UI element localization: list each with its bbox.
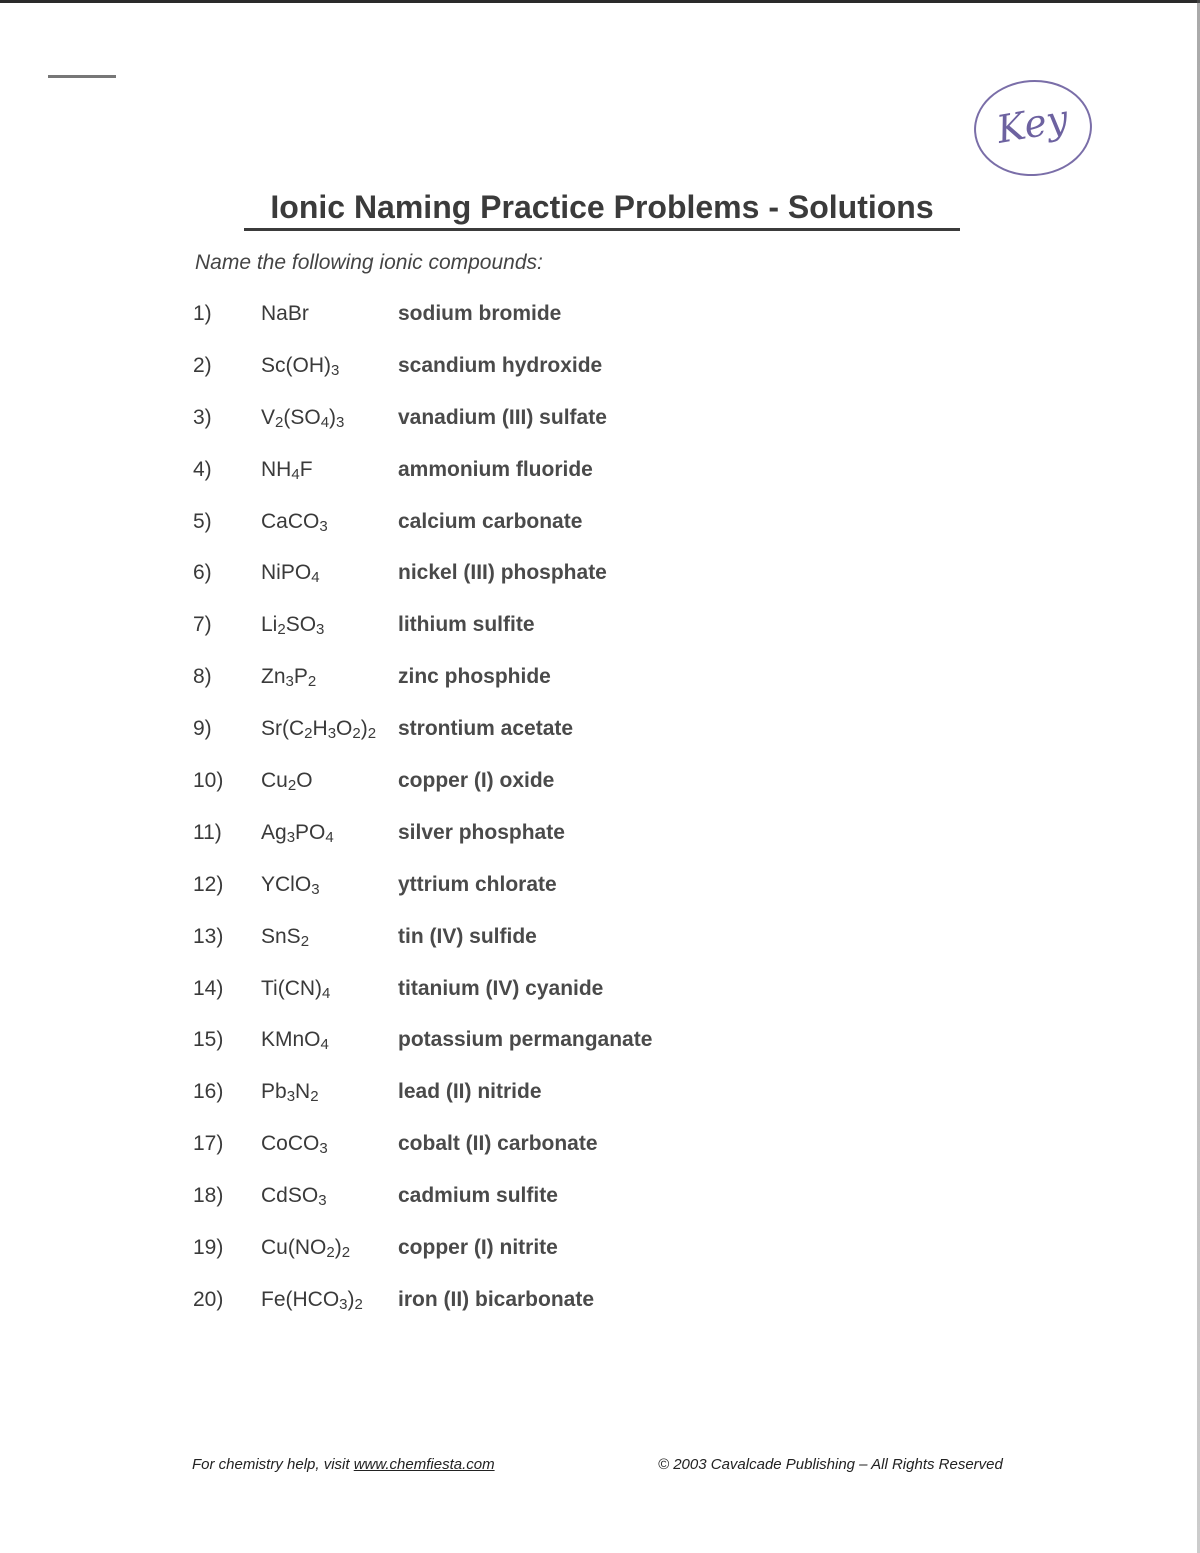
formula-subscript: 2 (354, 1295, 363, 1313)
formula-subscript: 3 (286, 828, 296, 846)
problem-answer: strontium acetate (398, 717, 574, 741)
formula-subscript: 3 (319, 1140, 328, 1158)
formula-subscript: 2 (326, 1244, 335, 1262)
problem-row (193, 815, 753, 867)
problem-number: 20) (193, 1287, 224, 1311)
formula-subscript: 2 (300, 932, 310, 950)
formula-text: NaBr (261, 302, 309, 325)
formula-subscript: 3 (331, 361, 340, 379)
problem-row (193, 504, 753, 556)
problem-row (193, 607, 753, 659)
formula-subscript: 4 (291, 465, 300, 483)
formula-text: Ti(CN) (261, 976, 323, 1000)
formula-text: N (295, 1080, 311, 1104)
problem-answer: calcium carbonate (398, 509, 583, 533)
problem-answer: copper (I) oxide (398, 769, 555, 793)
problem-number: 8) (193, 665, 212, 689)
problem-number: 18) (193, 1184, 224, 1208)
formula-subscript: 4 (320, 413, 330, 431)
problem-row (193, 348, 753, 400)
problem-answer: ammonium fluoride (398, 457, 593, 481)
problem-answer: cobalt (II) carbonate (398, 1132, 598, 1156)
problem-answer: silver phosphate (398, 820, 565, 844)
formula-subscript: 3 (319, 517, 328, 535)
worksheet-instructions: Name the following ionic compounds: (195, 251, 543, 274)
worksheet-title: Ionic Naming Practice Problems - Solutions (244, 186, 960, 231)
problem-formula (261, 919, 309, 955)
formula-text: YClO (261, 872, 312, 896)
formula-subscript: 3 (285, 673, 294, 691)
formula-text: Fe(HCO (261, 1287, 340, 1311)
formula-text: Zn (261, 665, 286, 689)
formula-text: CdSO (261, 1184, 319, 1208)
formula-text: Cu (261, 769, 288, 793)
problem-formula (261, 711, 376, 747)
problem-row (193, 1074, 753, 1126)
formula-text: F (299, 457, 313, 481)
problem-formula (261, 348, 339, 384)
formula-text: SnS (261, 924, 301, 948)
problem-formula (261, 1126, 328, 1162)
problem-row (193, 1230, 753, 1282)
problem-formula (261, 1178, 327, 1214)
problem-answer: sodium bromide (398, 302, 562, 325)
problem-formula (261, 452, 313, 488)
problem-formula (261, 504, 328, 540)
problem-row (193, 659, 753, 711)
problem-answer: zinc phosphide (398, 665, 551, 689)
formula-text: CaCO (261, 509, 320, 533)
formula-text: SO (285, 613, 317, 637)
problem-row (193, 867, 753, 919)
footer-help (192, 1456, 495, 1473)
problem-row (193, 296, 753, 348)
problem-row (193, 1282, 753, 1334)
formula-subscript: 3 (316, 621, 325, 639)
scan-edge-top (0, 0, 1200, 3)
problem-row (193, 452, 753, 504)
problem-number: 1) (193, 302, 212, 325)
problem-number: 4) (193, 457, 212, 481)
problem-formula (261, 1282, 363, 1318)
problem-formula (261, 763, 313, 799)
formula-text: Cu(NO (261, 1236, 327, 1260)
problem-answer: tin (IV) sulfide (398, 924, 537, 948)
formula-subscript: 3 (311, 880, 320, 898)
formula-subscript: 4 (311, 569, 320, 587)
formula-subscript: 2 (367, 725, 377, 743)
footer-help-link[interactable]: www.chemfiesta.com (353, 1456, 495, 1473)
formula-text: Ag (261, 820, 287, 844)
formula-text: Pb (261, 1080, 287, 1104)
problem-answer: copper (I) nitrite (398, 1236, 558, 1260)
footer-copyright: © 2003 Cavalcade Publishing – All Rights Reserved (658, 1456, 1003, 1473)
problem-formula (261, 815, 334, 851)
problem-formula (261, 1022, 329, 1058)
problem-formula (261, 1230, 350, 1266)
problem-row (193, 1022, 753, 1074)
problem-number: 3) (193, 405, 212, 429)
problem-row (193, 1126, 753, 1178)
problem-number: 16) (193, 1080, 224, 1104)
problem-row (193, 763, 753, 815)
problem-number: 7) (193, 613, 212, 637)
answer-key-stamp-text: Key (993, 96, 1072, 152)
problem-formula (261, 296, 309, 332)
formula-text: V (261, 405, 276, 429)
formula-text: P (293, 665, 308, 689)
problem-number: 14) (193, 976, 224, 1000)
formula-text: ) (329, 405, 337, 429)
formula-text: O (336, 717, 353, 741)
formula-text: O (296, 769, 313, 793)
problem-answer: nickel (III) phosphate (398, 561, 607, 585)
problem-formula (261, 971, 330, 1007)
formula-text: NiPO (261, 561, 312, 585)
stray-pen-mark (48, 75, 116, 78)
problem-row (193, 711, 753, 763)
problem-row (193, 919, 753, 971)
problem-number: 10) (193, 769, 224, 793)
formula-text: CoCO (261, 1132, 320, 1156)
problem-number: 9) (193, 717, 212, 741)
problem-number: 13) (193, 924, 224, 948)
formula-subscript: 2 (341, 1244, 351, 1262)
problem-formula (261, 400, 344, 436)
formula-subscript: 2 (277, 621, 286, 639)
problem-number: 19) (193, 1236, 224, 1260)
problem-number: 5) (193, 509, 212, 533)
problem-row (193, 400, 753, 452)
problem-answer: potassium permanganate (398, 1028, 653, 1052)
problem-row (193, 1178, 753, 1230)
formula-subscript: 3 (286, 1088, 296, 1106)
problem-answer: scandium hydroxide (398, 353, 603, 377)
problem-answer: cadmium sulfite (398, 1184, 558, 1208)
problem-answer: iron (II) bicarbonate (398, 1287, 595, 1311)
problem-formula (261, 867, 320, 903)
problem-number: 12) (193, 872, 224, 896)
formula-text: ) (360, 717, 368, 741)
problem-answer: titanium (IV) cyanide (398, 976, 604, 1000)
answer-key-stamp (971, 76, 1095, 180)
formula-subscript: 2 (275, 413, 284, 431)
formula-subscript: 2 (310, 1088, 319, 1106)
formula-subscript: 2 (352, 725, 361, 743)
formula-text: Sr(C (261, 717, 305, 741)
formula-text: ) (347, 1287, 355, 1311)
problem-answer: yttrium chlorate (398, 872, 557, 896)
formula-text: H (312, 717, 328, 741)
formula-subscript: 4 (322, 984, 331, 1002)
formula-subscript: 3 (336, 413, 345, 431)
formula-subscript: 4 (325, 828, 334, 846)
problem-row (193, 971, 753, 1023)
formula-subscript: 2 (287, 777, 297, 795)
problem-number: 6) (193, 561, 212, 585)
problem-number: 17) (193, 1132, 224, 1156)
formula-subscript: 3 (318, 1192, 327, 1210)
problem-row (193, 555, 753, 607)
formula-subscript: 2 (304, 725, 313, 743)
formula-subscript: 3 (327, 725, 337, 743)
formula-text: (SO (283, 405, 321, 429)
formula-subscript: 4 (320, 1036, 329, 1054)
formula-text: Li (261, 613, 278, 637)
formula-text: PO (295, 820, 326, 844)
problem-number: 15) (193, 1028, 224, 1052)
problem-number: 11) (193, 820, 222, 844)
problem-answer: lithium sulfite (398, 613, 535, 637)
problem-formula (261, 555, 320, 591)
problem-answer: vanadium (III) sulfate (398, 405, 607, 429)
formula-text: Sc(OH) (261, 353, 331, 377)
problem-formula (261, 659, 316, 695)
problem-number: 2) (193, 353, 212, 377)
formula-text: NH (261, 457, 292, 481)
formula-subscript: 3 (339, 1295, 348, 1313)
problem-answer: lead (II) nitride (398, 1080, 542, 1104)
formula-subscript: 2 (307, 673, 317, 691)
formula-text: KMnO (261, 1028, 321, 1052)
problem-formula (261, 607, 324, 643)
problem-list (193, 296, 753, 1334)
problem-formula (261, 1074, 319, 1110)
formula-text: ) (334, 1236, 342, 1260)
footer-help-text: For chemistry help, visit (192, 1456, 354, 1473)
